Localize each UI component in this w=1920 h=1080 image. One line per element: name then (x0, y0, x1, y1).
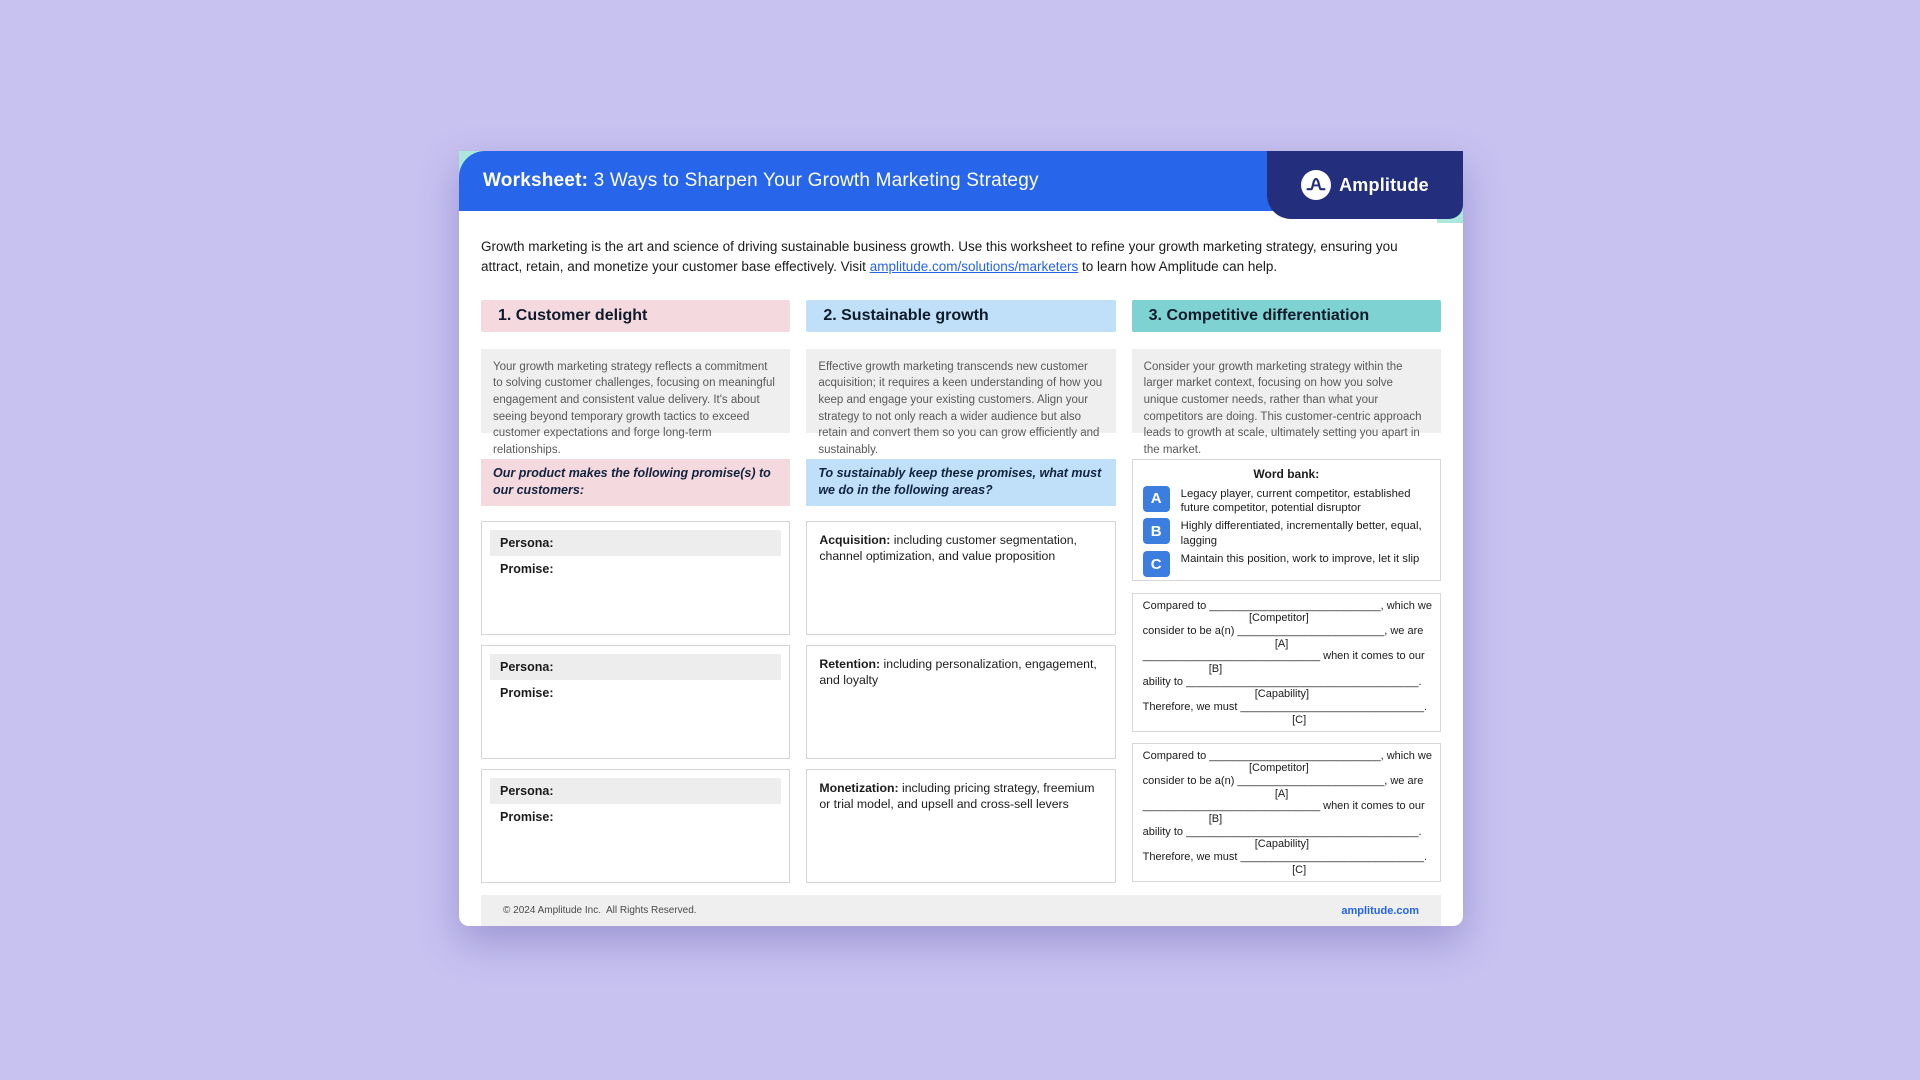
fill-label-c: [C] (1292, 863, 1307, 876)
fill-line-ability-to: ability to ______________________________________. (1142, 675, 1422, 688)
word-bank-box (1132, 459, 1441, 581)
letter-c-badge: C (1143, 551, 1170, 577)
competitive-differentiation-heading: 3. Competitive differentiation (1132, 300, 1441, 332)
page-title-rest: 3 Ways to Sharpen Your Growth Marketing Strategy (588, 170, 1039, 191)
word-bank-text-c: Maintain this position, work to improve, let it slip (1180, 553, 1420, 566)
fill-line-when-it-comes: _____________________________ when it comes to our (1142, 650, 1425, 663)
customer-delight-prompt: Our product makes the following promise(s) to our customers: (481, 459, 790, 506)
sustainable-growth-description: Effective growth marketing transcends new customer acquisition; it requires a keen understanding of how you keep and engage your existing customers. Align your strategy to not only reach a wider audience but also retain and convert them so you can grow efficiently and sustainably. (806, 349, 1115, 433)
acquisition-box[interactable] (806, 521, 1115, 635)
persona-field-label[interactable]: Persona: (490, 654, 781, 680)
fill-in-statement-block-2[interactable] (1132, 743, 1441, 882)
brand-name: Amplitude (1339, 174, 1429, 195)
persona-promise-box-1[interactable] (481, 521, 790, 635)
worksheet-footer (481, 895, 1441, 926)
amplitude-brand-badge (1267, 151, 1463, 219)
fill-line-consider: consider to be a(n) ________________________, we are (1142, 624, 1424, 637)
fill-line-therefore: Therefore, we must ______________________________. (1142, 851, 1428, 864)
columns-row (481, 300, 1441, 883)
letter-b-badge: B (1143, 518, 1170, 544)
promise-field-label: Promise: (500, 561, 554, 576)
amplitude-site-link[interactable]: amplitude.com (1341, 904, 1419, 917)
persona-field-label[interactable]: Persona: (490, 530, 781, 556)
fill-line-compared-to: Compared to ____________________________, which we (1142, 599, 1432, 612)
column-competitive-differentiation (1132, 300, 1441, 883)
worksheet-card (459, 151, 1463, 926)
fill-line-consider: consider to be a(n) ________________________, we are (1142, 774, 1424, 787)
word-bank-text-b: Highly differentiated, incrementally better, equal, lagging (1180, 520, 1422, 547)
fill-label-b: [B] (1208, 663, 1223, 676)
acquisition-label: Acquisition: (819, 532, 891, 547)
persona-field-label[interactable]: Persona: (490, 778, 781, 804)
retention-text: including personalization, engagement, and loyalty (819, 656, 1097, 688)
page-title (483, 170, 1039, 192)
intro-text-before: Growth marketing is the art and science of driving sustainable business growth. Use this worksheet to refine your growth marketing strategy, ensuring you attract, retain, and monetize your customer base effectively. Visit (481, 239, 1398, 275)
promise-field-label: Promise: (500, 809, 554, 824)
fill-line-therefore: Therefore, we must ______________________________. (1142, 701, 1428, 714)
word-bank-item-b (1143, 518, 1430, 548)
persona-promise-box-3[interactable] (481, 769, 790, 883)
solutions-marketers-link[interactable]: amplitude.com/solutions/marketers (869, 259, 1079, 275)
fill-in-statement-block-1[interactable] (1132, 593, 1441, 732)
intro-paragraph (481, 237, 1441, 278)
intro-text-after: to learn how Amplitude can help. (1078, 259, 1278, 275)
fill-label-capability: [Capability] (1254, 838, 1310, 851)
copyright-text: © 2024 Amplitude Inc. All Rights Reserved. (503, 905, 697, 916)
fill-line-when-it-comes: _____________________________ when it comes to our (1142, 800, 1425, 813)
amplitude-logo-icon (1301, 170, 1331, 200)
competitive-differentiation-description: Consider your growth marketing strategy within the larger market context, focusing on how you solve unique customer needs, rather than what your competitors are doing. This customer-centric approach leads to growth at scale, ultimately setting you apart in the market. (1132, 349, 1441, 433)
monetization-box[interactable] (806, 769, 1115, 883)
fill-label-competitor: [Competitor] (1248, 612, 1309, 625)
fill-line-ability-to: ability to ______________________________________. (1142, 825, 1422, 838)
retention-box[interactable] (806, 645, 1115, 759)
worksheet-body (459, 211, 1463, 926)
fill-label-competitor: [Competitor] (1248, 762, 1309, 775)
promise-field-label: Promise: (500, 685, 554, 700)
word-bank-item-c (1143, 551, 1430, 577)
fill-label-a: [A] (1274, 637, 1289, 650)
persona-promise-box-2[interactable] (481, 645, 790, 759)
fill-label-capability: [Capability] (1254, 688, 1310, 701)
monetization-text: including pricing strategy, freemium or trial model, and upsell and cross-sell levers (819, 780, 1095, 812)
sustainable-growth-heading: 2. Sustainable growth (806, 300, 1115, 332)
fill-label-b: [B] (1208, 813, 1223, 826)
fill-label-a: [A] (1274, 787, 1289, 800)
word-bank-text-a: Legacy player, current competitor, established future competitor, potential disruptor (1180, 487, 1411, 514)
fill-line-compared-to: Compared to ____________________________, which we (1142, 749, 1432, 762)
fill-label-c: [C] (1292, 713, 1307, 726)
page-title-prefix: Worksheet: (483, 170, 589, 191)
worksheet-header (459, 151, 1463, 211)
monetization-label: Monetization: (819, 780, 899, 795)
acquisition-text: including customer segmentation, channel optimization, and value proposition (819, 532, 1077, 564)
word-bank-item-a (1143, 486, 1430, 516)
customer-delight-description: Your growth marketing strategy reflects a commitment to solving customer challenges, focusing on meaningful engagement and consistent value delivery. It's about seeing beyond temporary growth tactics to exceed customer expectations and forge long-term relationships. (481, 349, 790, 433)
retention-label: Retention: (819, 656, 881, 671)
column-sustainable-growth (806, 300, 1115, 883)
letter-a-badge: A (1143, 486, 1170, 512)
customer-delight-heading: 1. Customer delight (481, 300, 790, 332)
column-customer-delight (481, 300, 790, 883)
word-bank-title: Word bank: (1253, 466, 1320, 481)
sustainable-growth-prompt: To sustainably keep these promises, what must we do in the following areas? (806, 459, 1115, 506)
